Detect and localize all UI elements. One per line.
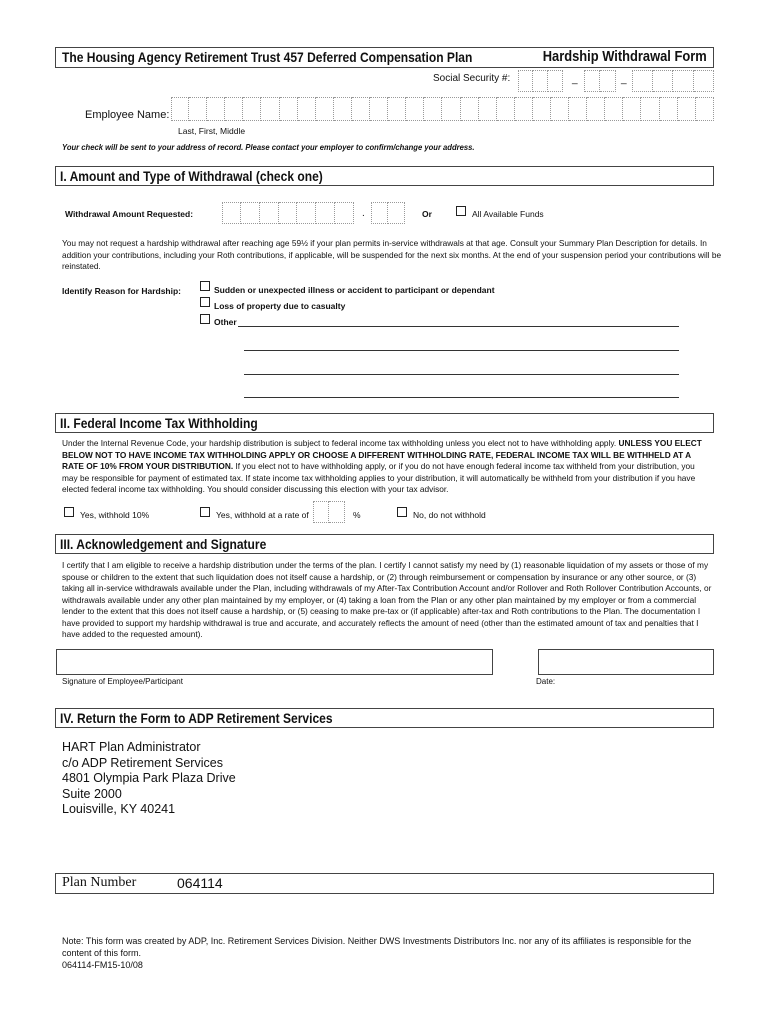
ssn-part1[interactable] (518, 70, 563, 92)
plan-title: The Housing Agency Retirement Trust 457 Deferred Compensation Plan (62, 49, 473, 65)
ssn-dash-1: _ (572, 74, 578, 85)
signature-label: Signature of Employee/Participant (62, 677, 183, 686)
section-3-header (55, 534, 714, 554)
char-box[interactable] (241, 202, 260, 224)
section-4-title: IV. Return the Form to ADP Retirement Services (60, 710, 333, 726)
withholding-text-bold: UNLESS YOU ELECT BELOW NOT TO HAVE INCOME TAX WITHHOLDING APPLY OR CHOOSE A DIFFERENT WITHHOLDING RATE, FEDERAL INCOME TAX WILL BE WITHHELD AT A RATE OF 10% FROM YOUR DISTRIBUTION. (62, 438, 702, 471)
withhold-rate-field[interactable] (313, 501, 345, 523)
char-box[interactable] (569, 97, 587, 121)
section-2-title: II. Federal Income Tax Withholding (60, 415, 258, 431)
char-box[interactable] (279, 202, 298, 224)
all-funds-checkbox[interactable] (456, 206, 466, 216)
reason-property-label: Loss of property due to casualty (214, 301, 346, 311)
char-box[interactable] (316, 202, 335, 224)
reason-property-checkbox[interactable] (200, 297, 210, 307)
address-line: HART Plan Administrator (62, 740, 201, 754)
signature-field[interactable] (56, 649, 493, 675)
char-box[interactable] (225, 97, 243, 121)
address-line: 4801 Olympia Park Plaza Drive (62, 771, 236, 785)
char-box[interactable] (222, 202, 241, 224)
withholding-text-a: Under the Internal Revenue Code, your hardship distribution is subject to federal income tax withholding unless you elect not to have withholding apply. (62, 438, 619, 448)
employee-name-label: Employee Name: (85, 109, 170, 121)
plan-number-box (55, 873, 714, 894)
char-box[interactable] (551, 97, 569, 121)
all-funds-label: All Available Funds (472, 209, 544, 219)
withhold-rate-checkbox[interactable] (200, 507, 210, 517)
char-box[interactable] (424, 97, 442, 121)
no-withhold-checkbox[interactable] (397, 507, 407, 517)
char-box[interactable] (260, 202, 279, 224)
char-box[interactable] (515, 97, 533, 121)
address-line: Louisville, KY 40241 (62, 802, 176, 816)
ssn-dash-2: _ (621, 74, 627, 85)
no-withhold-label: No, do not withhold (413, 510, 486, 520)
header-bar (55, 47, 714, 68)
amount-label: Withdrawal Amount Requested: (65, 209, 194, 219)
age-notice: You may not request a hardship withdrawal after reaching age 59½ if your plan permits in-service withdrawals at that age. Consult your Summary Plan Description for details. In addition your contributions, including your Roth contributions, if applicable, will be suspended for the next six months. At the end of your suspension period your contributions will be reinstated. (62, 238, 722, 271)
withholding-text-b: If you elect not to have withholding apply, or if you do not have enough federal income tax withheld from your distribution, you may be responsible for payment of estimated tax. If state income tax withholding applies to your distribution, it will automatically be withheld from your distribution if you have elected federal income tax withholding. You should consider discussing this election with your tax advisor. (62, 461, 696, 494)
withhold-rate-label: Yes, withhold at a rate of (216, 510, 309, 520)
ssn-part2[interactable] (584, 70, 616, 92)
withhold-10-label: Yes, withhold 10% (80, 510, 150, 520)
decimal-point: . (362, 208, 365, 219)
char-box[interactable] (297, 202, 316, 224)
footer-note: Note: This form was created by ADP, Inc. Retirement Services Division. Neither DWS Investments Distributors Inc. nor any of its affiliates is responsible for the content of this form. (62, 936, 692, 958)
reason-other-checkbox[interactable] (200, 314, 210, 324)
date-label: Date: (536, 677, 556, 686)
char-box[interactable] (189, 97, 207, 121)
plan-number-label: Plan Number (62, 875, 137, 890)
char-box[interactable] (641, 97, 659, 121)
withhold-10-checkbox[interactable] (64, 507, 74, 517)
char-box[interactable] (370, 97, 388, 121)
reason-illness-checkbox[interactable] (200, 281, 210, 291)
amount-field[interactable] (222, 202, 354, 224)
other-line-3[interactable] (244, 374, 679, 375)
other-line-2[interactable] (244, 350, 679, 351)
ssn-part3[interactable] (632, 70, 714, 92)
form-code: 064114-FM15-10/08 (62, 960, 143, 970)
char-box[interactable] (207, 97, 225, 121)
address-line: c/o ADP Retirement Services (62, 755, 223, 770)
reason-other-label: Other (214, 317, 237, 327)
or-label: Or (422, 209, 432, 219)
char-box[interactable] (171, 97, 189, 121)
form-title: Hardship Withdrawal Form (542, 48, 707, 65)
char-box[interactable] (261, 97, 279, 121)
reason-illness-label: Sudden or unexpected illness or accident to participant or dependant (214, 285, 495, 295)
employee-name-field[interactable] (171, 97, 714, 121)
other-line-4[interactable] (244, 397, 679, 398)
char-box[interactable] (280, 97, 298, 121)
section-2-header (55, 413, 714, 433)
char-box[interactable] (696, 97, 714, 121)
return-address (62, 740, 236, 818)
char-box[interactable] (461, 97, 479, 121)
name-hint: Last, First, Middle (178, 126, 246, 136)
address-line: Suite 2000 (62, 786, 122, 801)
percent-sign: % (353, 510, 361, 520)
char-box[interactable] (406, 97, 424, 121)
certification-text: I certify that I am eligible to receive a hardship distribution under the terms of the plan. I certify I cannot satisfy my need by (1) reasonable liquidation of my assets or those of my spouse or children to the extent that such liquidation does not itself cause a hardship, or (2) through reimbursement or compensation by insurance or any other source, or (3) taking all in-service withdrawals available under the Plan, including withdrawals of my After-Tax Contribution Account and/or Rollover and Roth Rollover Contribution Accounts, or withdrawals available under any other plan maintained by my employer, or (4) taking a loan from the Plan or any other plan maintained by my employer or from a commercial lender to the extent that this does not itself cause a hardship, or (5) ceasing to make pre-tax or (if applicable) after-tax and Roth contributions to the Plan. The documentation I have provided to support my hardship withdrawal is true and accurate, and accurately reflects the amount of need (other than the estimated amount of tax and penalties that I have added to the requested amount). (62, 560, 712, 639)
char-box[interactable] (335, 202, 354, 224)
section-1-header (55, 166, 714, 186)
amount-cents-field[interactable] (371, 202, 405, 224)
char-box[interactable] (316, 97, 334, 121)
char-box[interactable] (334, 97, 352, 121)
char-box[interactable] (479, 97, 497, 121)
char-box[interactable] (352, 97, 370, 121)
char-box[interactable] (587, 97, 605, 121)
reason-label: Identify Reason for Hardship: (62, 286, 182, 296)
char-box[interactable] (678, 97, 696, 121)
char-box[interactable] (497, 97, 515, 121)
withholding-text (62, 438, 712, 496)
char-box[interactable] (605, 97, 623, 121)
plan-number-value: 064114 (177, 875, 223, 891)
ssn-label: Social Security #: (433, 73, 511, 84)
date-field[interactable] (538, 649, 714, 675)
char-box[interactable] (388, 97, 406, 121)
section-4-header (55, 708, 714, 728)
section-1-title: I. Amount and Type of Withdrawal (check one) (60, 168, 323, 184)
other-line-1[interactable] (238, 326, 679, 327)
char-box[interactable] (533, 97, 551, 121)
section-3-title: III. Acknowledgement and Signature (60, 536, 267, 552)
char-box[interactable] (298, 97, 316, 121)
char-box[interactable] (623, 97, 641, 121)
char-box[interactable] (660, 97, 678, 121)
char-box[interactable] (243, 97, 261, 121)
char-box[interactable] (442, 97, 460, 121)
address-note: Your check will be sent to your address of record. Please contact your employer to confirm/change your address. (62, 142, 475, 152)
